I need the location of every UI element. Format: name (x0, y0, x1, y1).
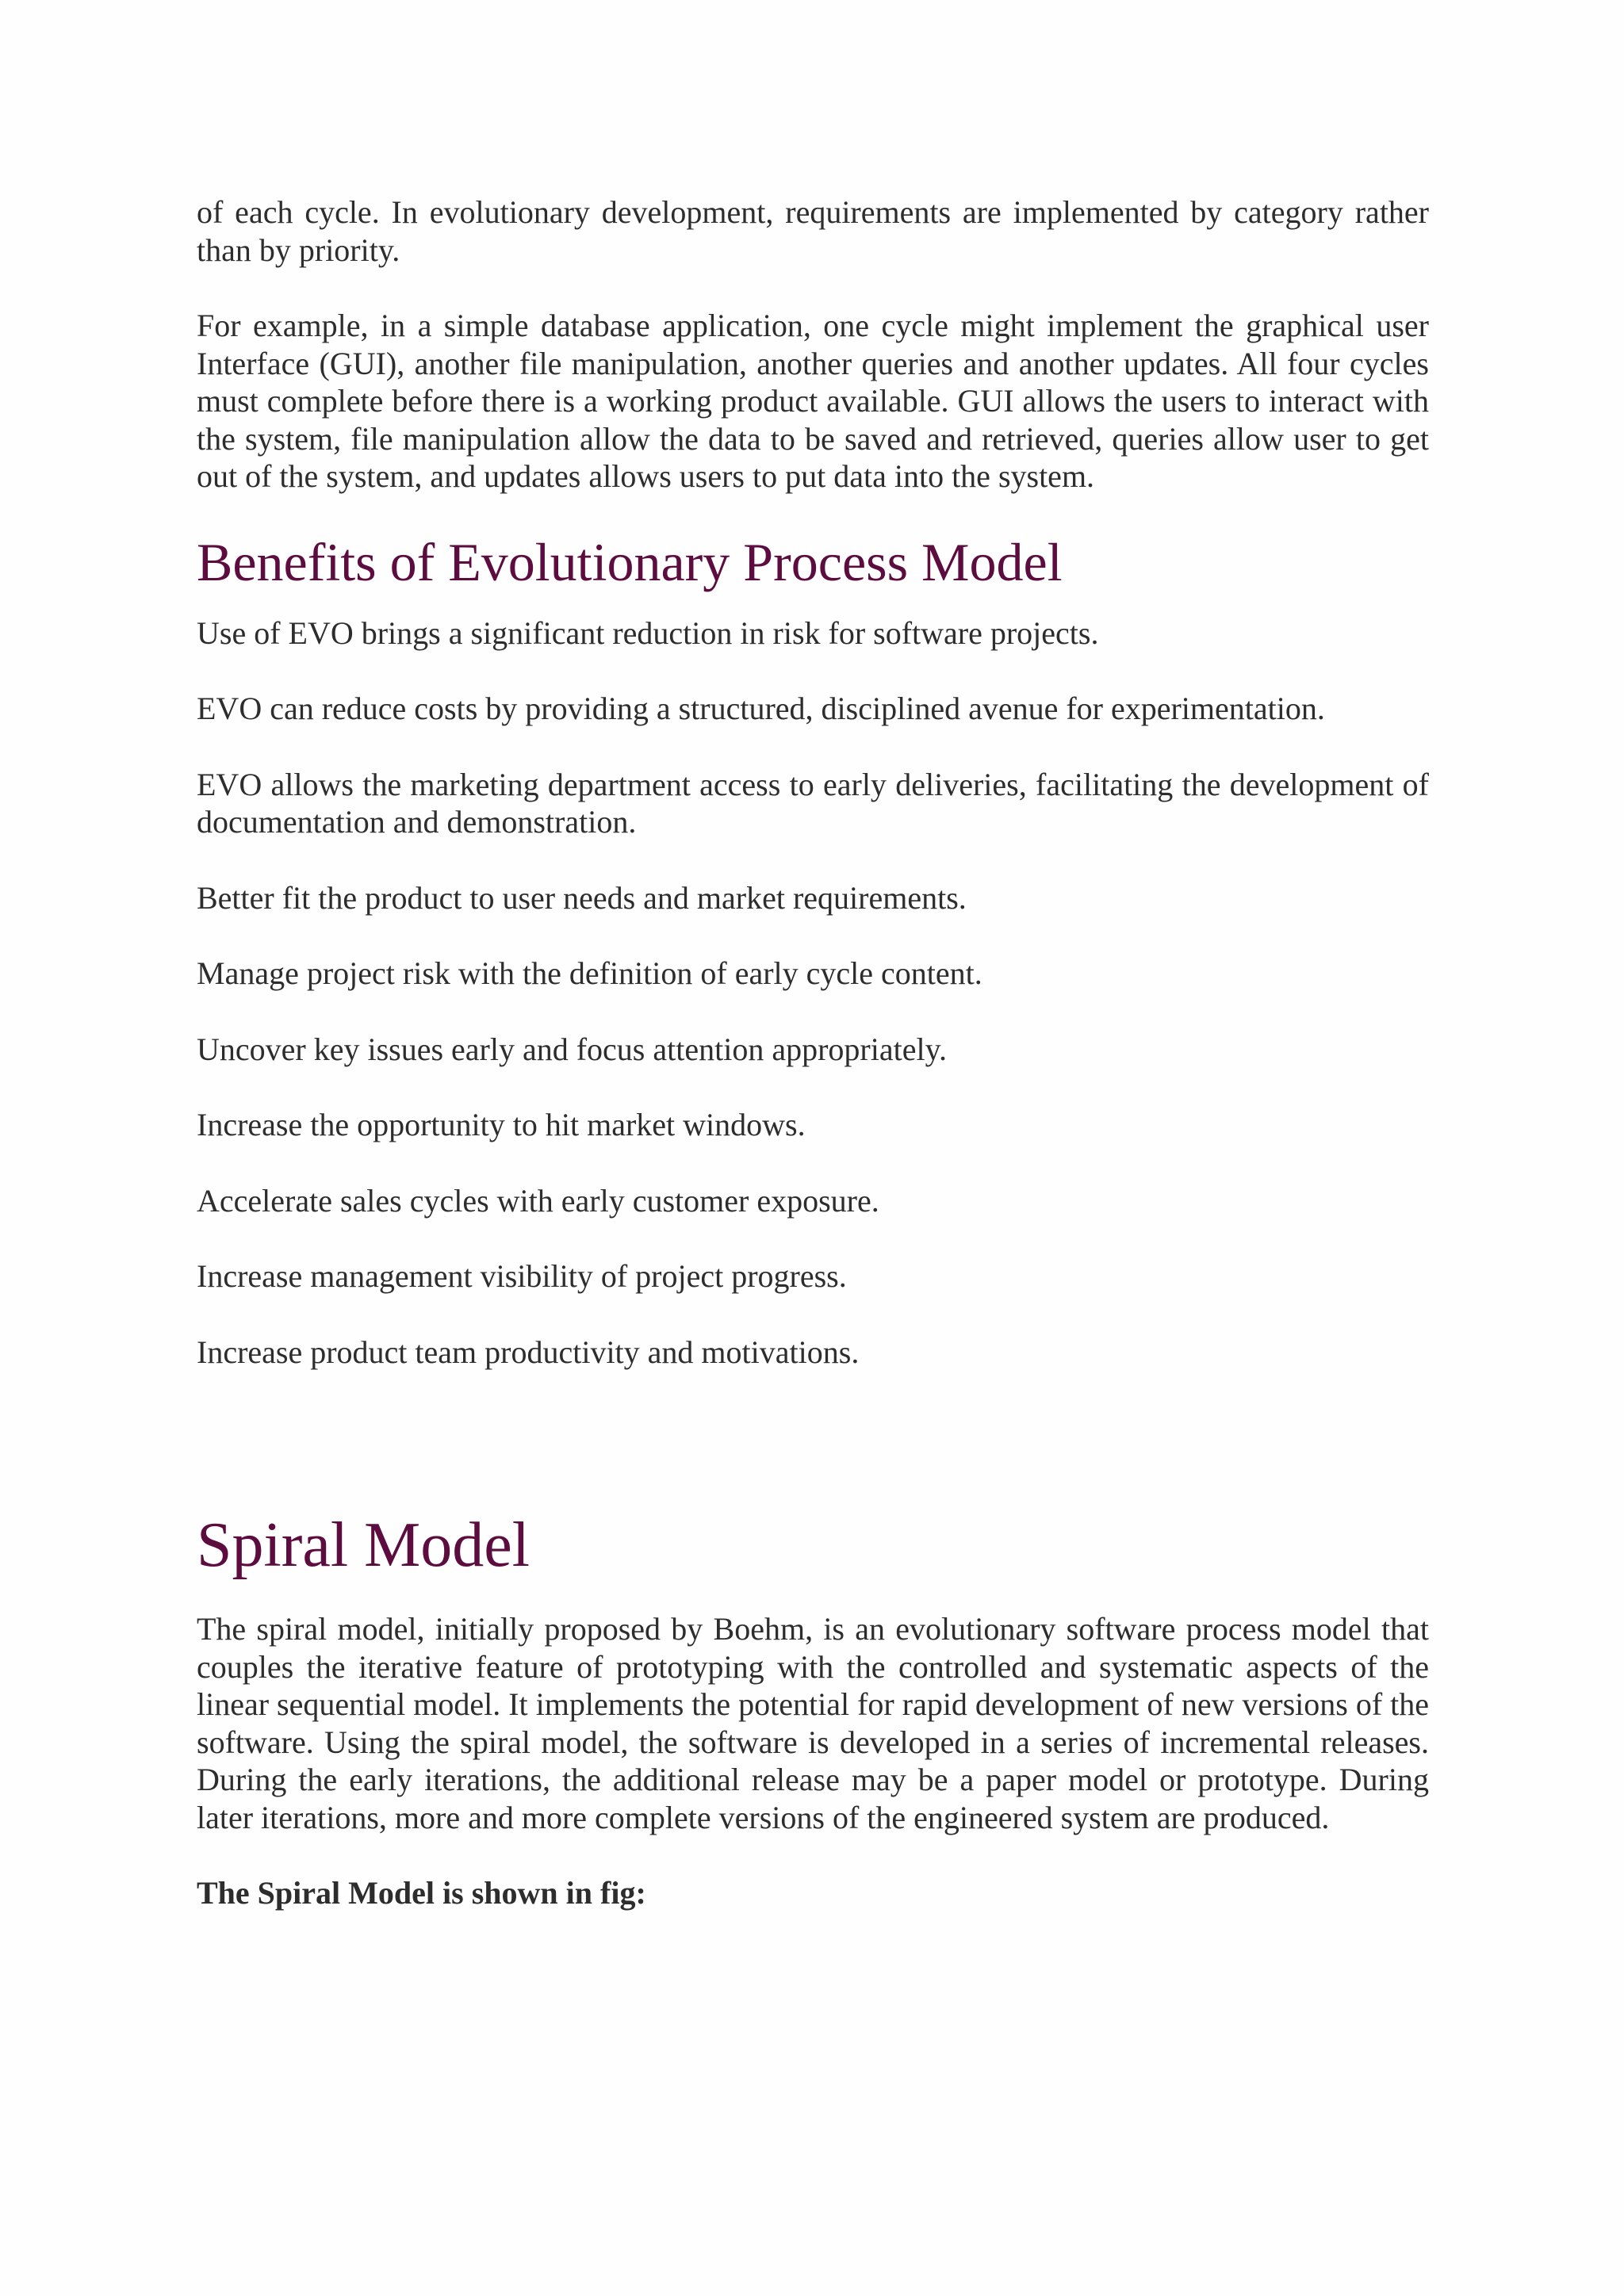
document-content (197, 193, 1429, 1912)
figure-caption: The Spiral Model is shown in fig: (197, 1875, 646, 1911)
intro-paragraph-2: For example, in a simple database application, one cycle might implement the graphical user Interface (GUI), another file manipulation, another queries and another updates. All four cycles must complete before there is a working product available. GUI allows the users to interact with the system, file manipulation allow the data to be saved and retrieved, queries allow user to get out of the system, and updates allows users to put data into the system. (197, 308, 1429, 494)
spiral-model-heading: Spiral Model (197, 1510, 530, 1580)
benefit-item: EVO allows the marketing department access to early deliveries, facilitating the development of documentation and demonstration. (197, 766, 1429, 840)
benefits-list (197, 614, 1429, 1372)
benefit-item: Better fit the product to user needs and market requirements. (197, 879, 967, 916)
benefit-item: Increase management visibility of project progress. (197, 1258, 847, 1294)
benefit-item: Accelerate sales cycles with early customer exposure. (197, 1182, 879, 1219)
benefit-item: EVO can reduce costs by providing a structured, disciplined avenue for experimentation. (197, 691, 1325, 726)
benefit-item: Increase product team productivity and motivations. (197, 1334, 860, 1370)
benefit-item: Use of EVO brings a significant reduction in risk for software projects. (197, 614, 1099, 651)
benefit-item: Manage project risk with the definition of early cycle content. (197, 955, 982, 991)
benefit-item: Increase the opportunity to hit market windows. (197, 1107, 806, 1142)
intro-paragraph-1: of each cycle. In evolutionary development, requirements are implemented by category rather than by priority. (197, 194, 1429, 268)
spiral-model-paragraph: The spiral model, initially proposed by Boehm, is an evolutionary software process model that couples the iterative feature of prototyping with the controlled and systematic aspects of the linear sequential model. It implements the potential for rapid development of new versions of the software. Using the spiral model, the software is developed in a series of incremental releases. During the early iterations, the additional release may be a paper model or prototype. During later iterations, more and more complete versions of the engineered system are produced. (197, 1611, 1430, 1835)
benefit-item: Uncover key issues early and focus attention appropriately. (197, 1031, 947, 1067)
benefits-heading: Benefits of Evolutionary Process Model (197, 531, 1063, 592)
